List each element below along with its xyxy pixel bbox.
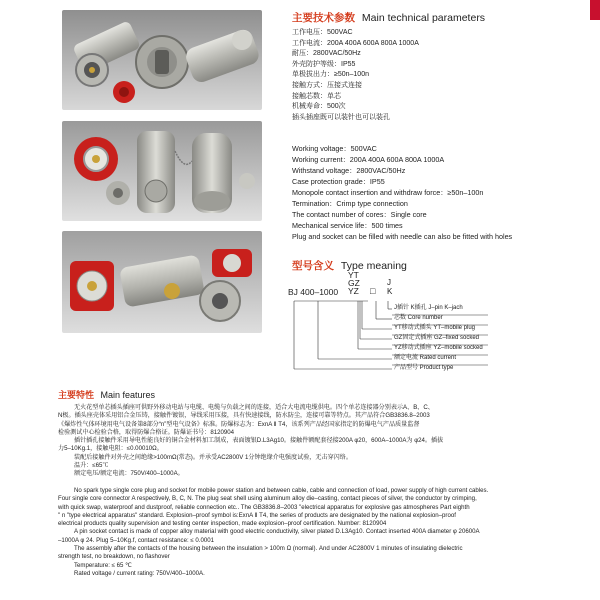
param-line: The contact number of cores：Single core: [292, 210, 427, 219]
features-cn-line: 额定电压/额定电流：750V/400–1000A。: [74, 470, 184, 478]
features-en-line: Temperature: ≤ 65 ℃: [74, 561, 132, 569]
type-code: GZ: [348, 278, 360, 288]
features-cn-line: 温升：≤65℃: [74, 462, 109, 470]
features-cn-line: 力5–10Kg.1，接触电阻：≤0.00010Ω。: [58, 445, 163, 453]
param-line: 接触芯数：单芯: [292, 92, 341, 100]
tech-params-cn-list: [292, 28, 419, 123]
type-meaning-diagram: [288, 270, 598, 375]
param-line: Mechanical service life：500 times: [292, 221, 403, 230]
pin-code: J: [387, 278, 391, 287]
param-line: Working current：200A 400A 600A 800A 1000A: [292, 155, 445, 164]
param-line: 插头插座既可以装针也可以装孔: [292, 113, 390, 121]
features-cn-line: 检验测试中心检验合格，取得防爆合格证。防爆证书号：8120904: [58, 428, 235, 436]
pin-code-stack: [387, 279, 392, 296]
type-label: YZ移动式插座 YZ–mobile socked: [394, 345, 483, 351]
product-photo-2: [62, 121, 262, 221]
param-line: Termination：Crimp type connection: [292, 199, 408, 208]
features-en-line: with quick swap, waterproof and dustproof, reliable connection etc.. The GB3836.8–2003 "electrical apparatus for explosive gas atmospheres Part eighth: [58, 503, 470, 511]
features-en-line: A pin socket contact is made of copper alloy material with good electric conductivity, silver plated D.L3Ag10. Contact inserted 400A diameter φ 20600A: [74, 528, 480, 536]
type-label: 芯数 Core number: [394, 315, 443, 321]
features-en-line: –1000A φ 24. Plug 5–10Kg.f, contact resistance: ≤ 0.0001: [58, 536, 215, 544]
product-photo-3: [62, 231, 262, 333]
features-en-line: Rated voltage / current rating: 750V/400–1000A.: [74, 569, 205, 577]
param-line: Monopole contact insertion and withdraw force：≥50n–100n: [292, 188, 484, 197]
param-line: 单极拔出力：≥50n–100n: [292, 71, 369, 79]
type-label: GZ固定式插座 GZ–fixed socked: [394, 335, 480, 341]
features-cn-line: 装配后接触件对外壳之间绝缘>100mΩ(常态)。并承受AC2800V 1分钟绝缘介电强度试验，无击穿闪络。: [74, 453, 352, 461]
param-line: 机械寿命：500次: [292, 103, 346, 111]
features-cn-line: 无火花型单芯插头插座可供野外移动电站与电缆、电缆与负载之间的连接，适合大电流电缆供电。四个单芯连接器分别表示A、B、C、: [74, 404, 434, 411]
param-line: Case protection grade：IP55: [292, 177, 385, 186]
corner-accent-bar: [590, 0, 600, 20]
param-line: Withstand voltage：2800VAC/50Hz: [292, 166, 406, 175]
product-photo-1: [62, 10, 262, 110]
features-en-line: No spark type single core plug and socket for mobile power station and between cable, cable and connection of load, power supply of high current cables.: [74, 487, 489, 494]
type-code: YZ: [348, 286, 359, 296]
param-line: 耐压：2800VAC/50Hz: [292, 50, 361, 58]
features-en-text: [58, 487, 588, 578]
features-en-line: The assembly after the contacts of the housing between the insulation > 100m Ω (normal). And under AC2800V 1 minutes of insulating dielectric: [74, 545, 463, 553]
param-line: 接触方式：压接式连接: [292, 81, 362, 89]
features-title: [58, 388, 155, 401]
type-meaning-title-cn: 型号含义: [292, 260, 334, 272]
features-en-line: Four single core connector A respectively, B, C, N. The plug seat shell using aluminum alloy die–casting, contact pieces of silver, the conductor by crimping,: [58, 495, 477, 503]
tech-params-en-list: [292, 143, 512, 242]
tech-params-title: [292, 10, 485, 25]
features-en-line: strength test, no breakdown, no flashover: [58, 553, 170, 561]
features-en-line: electrical products quality supervision and testing center inspection, made explosion–proof certification. Number: 8120904: [58, 520, 387, 528]
param-line: Plug and socket can be filled with needle can also be fitted with holes: [292, 232, 513, 241]
features-en-line: " n "type electrical apparatus" standard. Explosion–proof symbol is:ExnA Ⅱ T4, the series of products are designated by the national explosion–proof: [58, 511, 456, 519]
param-line: Working voltage：500VAC: [292, 144, 377, 153]
core-box: □: [370, 286, 376, 296]
type-meaning-title-en: Type meaning: [340, 260, 407, 272]
features-title-en: Main features: [100, 390, 156, 400]
model-prefix: BJ 400–1000: [288, 287, 339, 297]
type-label: 产品型号 Product type: [394, 365, 454, 371]
type-label: 额定电流 Rated current: [394, 355, 457, 361]
tech-params-title-cn: 主要技术参数: [292, 12, 355, 24]
type-labels: [394, 303, 483, 373]
features-cn-line: 《爆炸性气体环境用电气设备第8部分“n”型电气设备》标准。防爆标志为：ExnA Ⅱ T4，该系列产品经国家指定的防爆电气产品质量监督: [58, 420, 420, 428]
pin-code: K: [387, 286, 393, 296]
param-line: 工作电压：500VAC: [292, 29, 353, 36]
type-label: J插针 K插孔 J–pin K–jach: [394, 305, 463, 311]
type-code: YT: [348, 270, 359, 280]
type-code-stack: [348, 271, 360, 295]
param-line: 工作电流：200A 400A 600A 800A 1000A: [292, 39, 419, 47]
features-cn-line: N极。插头座壳体采用铝合金压铸，接触件镀银，导线采用压接，具有快速接线，防水防尘，连接可靠等特点。其产品符合GB3836.8–2003: [58, 412, 430, 420]
features-cn-text: [58, 404, 588, 479]
features-title-cn: 主要特性: [58, 390, 95, 400]
features-cn-line: 插针插孔接触件采用导电性能良好的铜合金材料加工制成，表面镀银D.L3Ag10。接触件额配套径接200A φ20，600A–1000A为 φ24。插拔: [74, 437, 444, 445]
tech-params-title-en: Main technical parameters: [361, 12, 486, 24]
type-label: YT移动式插头 YT–mobile plug: [394, 325, 476, 331]
param-line: 外壳防护等级：IP55: [292, 60, 356, 68]
